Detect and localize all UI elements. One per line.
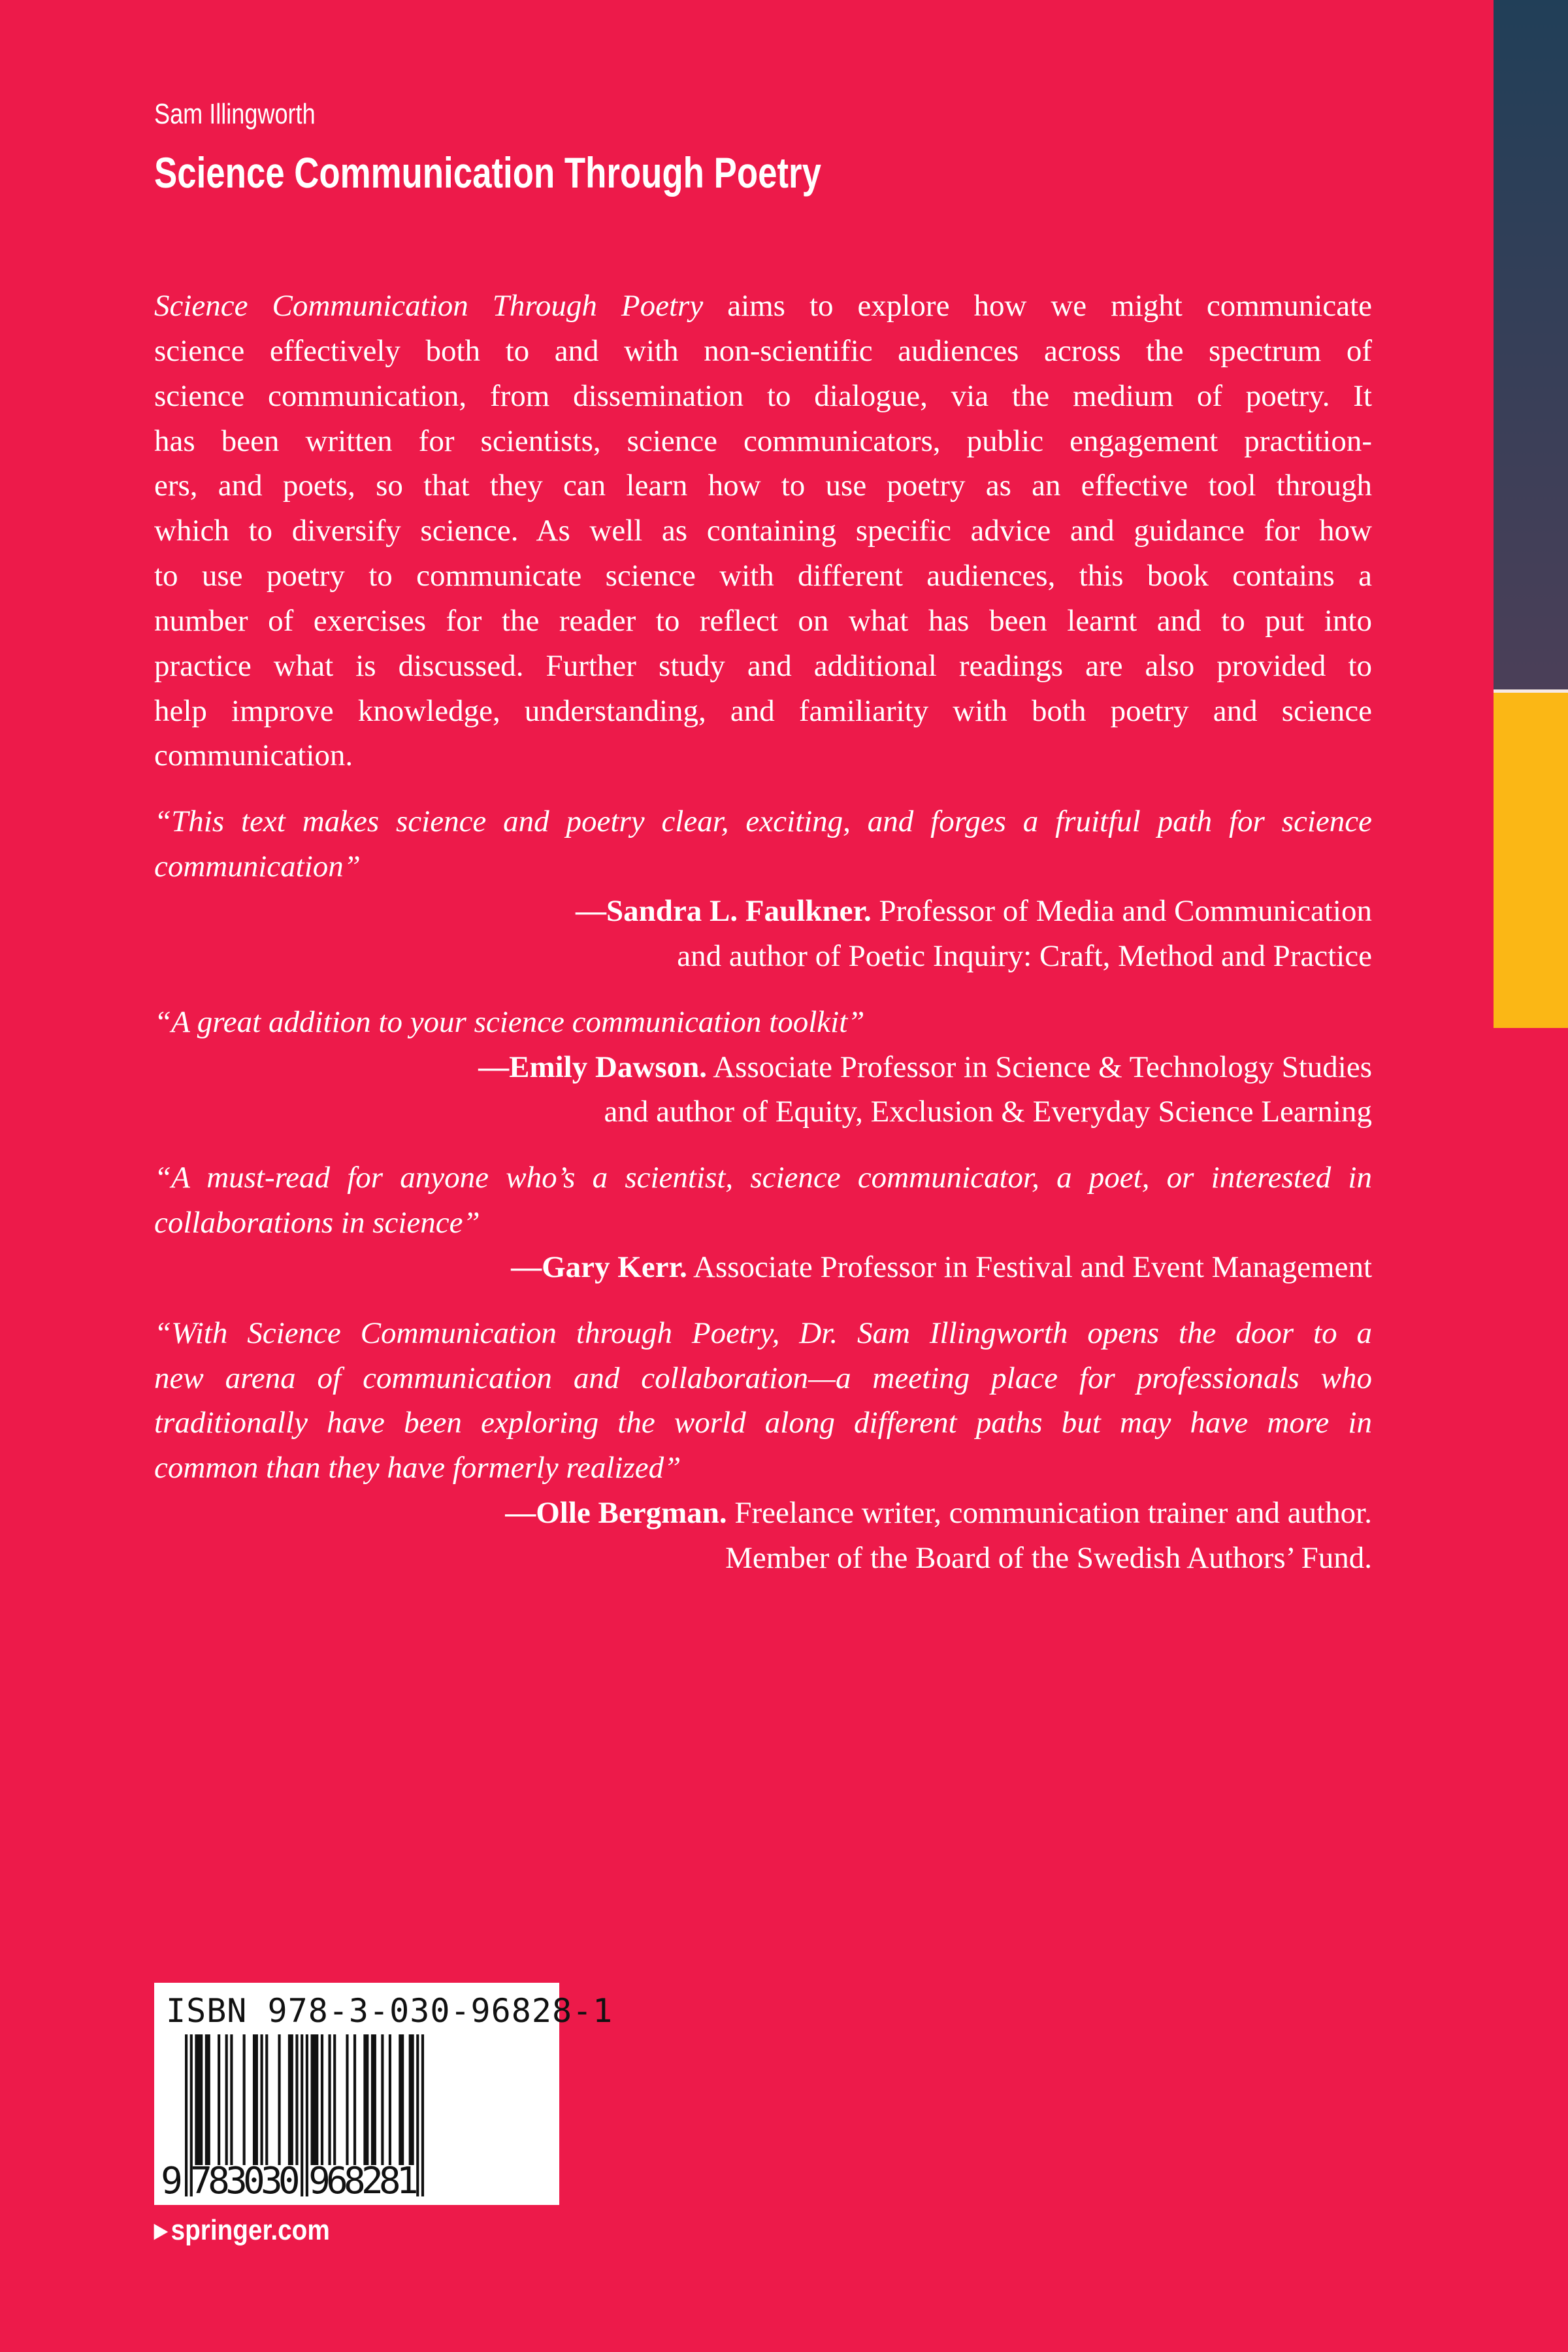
endorsement-quote-line: “This text makes science and poetry clear, exciting, and forges a fruitful path for science [154, 804, 1372, 838]
barcode-bar [278, 2034, 280, 2165]
description-text: science effectively both to and with non-scientific audiences across the spectrum of [154, 333, 1372, 368]
endorsement-attribution [154, 1536, 1372, 1581]
description-text: to use poetry to communicate science with different audiences, this book contains a [154, 559, 1372, 593]
barcode-bar [185, 2034, 188, 2196]
barcode-bar [353, 2034, 356, 2165]
barcode-bar [208, 2034, 210, 2165]
publisher-link-text: springer.com [171, 2214, 330, 2246]
barcode-bar [301, 2034, 303, 2196]
endorsement-quote-line: “A great addition to your science communication toolkit” [154, 1004, 865, 1039]
description-text: number of exercises for the reader to reflect on what has been learnt and to put into [154, 603, 1372, 638]
description [154, 284, 1372, 778]
back-cover-content [154, 284, 1372, 1581]
description-line [154, 463, 1372, 508]
author-name: Sam Illingworth [154, 98, 316, 130]
barcode-bar [346, 2034, 348, 2165]
endorser-name: —Olle Bergman. [505, 1496, 727, 1531]
barcode-bar [389, 2034, 391, 2165]
endorser-name: —Emily Dawson. [478, 1050, 708, 1084]
barcode-bar [316, 2034, 318, 2165]
endorsement-quote-line: “With Science Communication through Poetry, Dr. Sam Illingworth opens the door to a [154, 1316, 1372, 1350]
barcode-digit: 9 [308, 2160, 331, 2202]
endorsement [154, 799, 1372, 979]
play-triangle-icon: ▶ [154, 2220, 168, 2242]
description-line [154, 374, 1372, 419]
endorsement-attribution [154, 1245, 1372, 1290]
barcode-digit: 6 [326, 2160, 348, 2202]
barcode-bar [311, 2034, 314, 2165]
description-line [154, 554, 1372, 599]
barcode-digit: 1 [396, 2160, 419, 2202]
publisher-link[interactable] [154, 2214, 330, 2247]
barcode-bar [230, 2034, 233, 2165]
endorsement [154, 1155, 1372, 1291]
description-text: practice what is discussed. Further study and additional readings are also provided to [154, 648, 1372, 683]
endorser-title: and author of Equity, Exclusion & Everyday Science Learning [604, 1095, 1372, 1129]
description-line [154, 689, 1372, 734]
barcode-bar [295, 2034, 298, 2165]
barcode-bar [243, 2034, 246, 2165]
endorsement-attribution [154, 1045, 1372, 1090]
endorsement [154, 1311, 1372, 1581]
description-line [154, 419, 1372, 464]
endorser-title: Member of the Board of the Swedish Authors’ Fund. [725, 1540, 1372, 1575]
barcode-bar [399, 2034, 401, 2165]
barcode-bar [218, 2034, 220, 2165]
barcode-bar [366, 2034, 368, 2165]
description-line [154, 599, 1372, 644]
endorsement-quote-line: traditionally have been exploring the world along different paths but may have more in [154, 1406, 1372, 1440]
spine-stripe-yellow [1494, 693, 1568, 1028]
barcode-bar [265, 2034, 268, 2165]
description-text: help improve knowledge, understanding, and familiarity with both poetry and science [154, 693, 1372, 728]
endorser-title: Professor of Media and Communication [871, 894, 1372, 929]
endorser-title: Freelance writer, communication trainer and author. [727, 1496, 1372, 1531]
description-text: aims to explore how we might communicate [703, 289, 1373, 323]
description-line [154, 284, 1372, 329]
barcode-digit: 2 [361, 2160, 384, 2202]
barcode-bar [205, 2034, 208, 2165]
description-line [154, 644, 1372, 689]
barcode-digit: 8 [208, 2160, 230, 2202]
barcode-bar [288, 2034, 291, 2165]
spine-stripe-dark [1494, 0, 1568, 689]
barcode-bar [409, 2034, 412, 2165]
barcode-digit: 8 [344, 2160, 366, 2202]
description-title-italic: Science Communication Through Poetry [154, 289, 704, 323]
barcode-digit: 3 [260, 2160, 283, 2202]
description-line [154, 329, 1372, 374]
description-text: science communication, from dissemination to dialogue, via the medium of poetry. It [154, 378, 1372, 413]
endorsement-quote-line: common than they have formerly realized” [154, 1451, 681, 1485]
barcode-bar [363, 2034, 366, 2165]
barcode-bar [328, 2034, 331, 2165]
book-title: Science Communication Through Poetry [154, 148, 821, 197]
endorser-title: and author of Poetic Inquiry: Craft, Method and Practice [677, 939, 1372, 974]
barcode-bar [253, 2034, 255, 2165]
barcode-digit: 7 [190, 2160, 212, 2202]
endorsement-attribution [154, 889, 1372, 934]
endorsement-quote-line: collaborations in science” [154, 1205, 480, 1240]
barcode-digit: 8 [378, 2160, 401, 2202]
barcode-digit: 3 [225, 2160, 248, 2202]
barcode-bar [197, 2034, 200, 2165]
barcode-bar [381, 2034, 384, 2165]
endorsement-quote-line: new arena of communication and collaboration—a meeting place for professionals who [154, 1361, 1372, 1395]
endorser-title: Associate Professor in Festival and Event Management [687, 1250, 1372, 1285]
endorser-name: —Gary Kerr. [511, 1250, 687, 1285]
barcode-bar [225, 2034, 228, 2165]
description-line [154, 733, 1372, 778]
barcode-bar [333, 2034, 336, 2165]
barcode-bar [195, 2034, 197, 2165]
barcode-bar [412, 2034, 414, 2165]
endorser-title: Associate Professor in Science & Technology Studies [707, 1050, 1372, 1084]
barcode-digit: 0 [243, 2160, 265, 2202]
barcode-bar [371, 2034, 374, 2165]
barcode-bar [401, 2034, 404, 2165]
barcode-bar [255, 2034, 258, 2165]
description-text: has been written for scientists, science communicators, public engagement practition- [154, 423, 1372, 458]
endorser-name: —Sandra L. Faulkner. [576, 894, 872, 929]
barcode-bar [261, 2034, 263, 2165]
barcode-digit: 9 [161, 2160, 183, 2202]
barcode-bar [291, 2034, 293, 2165]
endorsement-quote-line: communication” [154, 849, 361, 884]
isbn-barcode [154, 1983, 613, 2205]
barcode-bar [421, 2034, 424, 2196]
barcode-bar [313, 2034, 316, 2165]
endorsement [154, 1000, 1372, 1135]
description-text: ers, and poets, so that they can learn how to use poetry as an effective tool through [154, 469, 1372, 503]
barcode-bar [374, 2034, 376, 2165]
barcode-bar [200, 2034, 203, 2165]
isbn-label: ISBN 978-3-030-96828-1 [166, 1992, 613, 2030]
description-text: which to diversify science. As well as containing specific advice and guidance for how [154, 514, 1372, 548]
endorsements [154, 799, 1372, 1581]
endorsement-attribution [154, 934, 1372, 979]
description-text: communication. [154, 738, 353, 773]
endorsement-attribution [154, 1491, 1372, 1536]
barcode-digit: 0 [278, 2160, 301, 2202]
description-line [154, 508, 1372, 554]
barcode-bar [321, 2034, 323, 2165]
endorsement-attribution [154, 1089, 1372, 1135]
barcode-graphic [154, 1983, 559, 2205]
endorsement-quote-line: “A must-read for anyone who’s a scientist, science communicator, a poet, or interested in [154, 1160, 1372, 1195]
